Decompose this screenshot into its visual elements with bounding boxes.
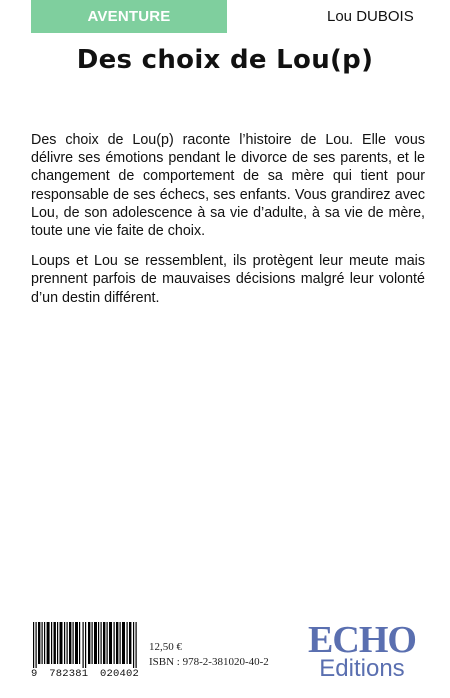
logo-word-2: Editions	[319, 655, 405, 682]
author-name: Lou DUBOIS	[327, 8, 414, 25]
isbn-label: ISBN : 978-2-381020-40-2	[149, 656, 269, 668]
echo-editions-logo	[296, 618, 428, 682]
barcode-bars	[31, 622, 139, 668]
blurb-paragraph: Des choix de Lou(p) raconte l’histoire de Lou. Elle vous délivre ses émotions pendant le divorce de ses parents, et le changement de comportement de sa mère qui tient pour responsable de ses échecs, ses enfants. Vous grandirez avec Lou, de son adolescence à sa vie d’adulte, à sa vie de mère, toute une vie faite de choix.	[31, 132, 425, 240]
barcode-digits	[31, 668, 139, 680]
book-title: Des choix de Lou(p)	[76, 45, 374, 75]
logo-word-1: ECHO	[308, 619, 416, 661]
price-label: 12,50 €	[149, 641, 182, 653]
blurb-paragraph: Loups et Lou se ressemblent, ils protègent leur meute mais prennent parfois de mauvaises décisions malgré leur volonté d’un destin différent.	[31, 253, 425, 306]
back-cover-blurb	[31, 131, 425, 319]
barcode-digit-group: 9	[31, 668, 38, 680]
genre-tag: AVENTURE	[31, 0, 227, 33]
isbn-barcode	[31, 622, 139, 680]
barcode-digit-group: 020402	[99, 668, 139, 680]
barcode-digit-group: 782381	[49, 668, 89, 680]
